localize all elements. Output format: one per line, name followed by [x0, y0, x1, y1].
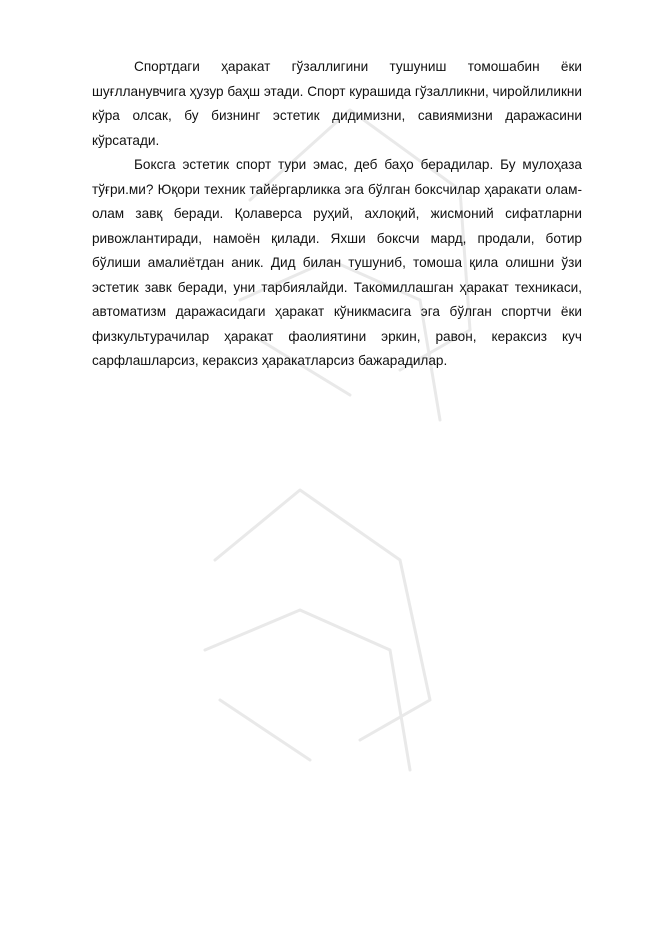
paragraph-1: Спортдаги ҳаракат гўзаллигини тушуниш томошабин ёки шуғлланувчига ҳузур баҳш этади. Спорт курашида гўзалликни, чиройлиликни кўра олсак, бу бизнинг эстетик дидимизни, савиямизни даражасини кўрсатади. [92, 59, 582, 148]
paragraph-2: Боксга эстетик спорт тури эмас, деб баҳо берадилар. Бу мулоҳаза тўғри.ми? Юқори техник тайёргарликка эга бўлган боксчилар ҳаракати олам-олам завқ беради. Қолаверса руҳий, ахлоқий, жисмоний сифатларни ривожлантиради, намоён қилади. Яхши боксчи мард, продали, ботир бўлиши амалиётдан аник. Дид билан тушуниб, томоша қила олишни ўзи эстетик завк беради, уни тарбиялайди. Такомиллашган ҳаракат техникаси, автоматизм даражасидаги ҳаракат кўникмасига эга бўлган спортчи ёки физкультурачилар ҳаракат фаолиятини эркин, равон, кераксиз куч сарфлашларсиз, кераксиз ҳаракатларсиз бажарадилар. [92, 157, 582, 368]
document-text [92, 55, 582, 374]
